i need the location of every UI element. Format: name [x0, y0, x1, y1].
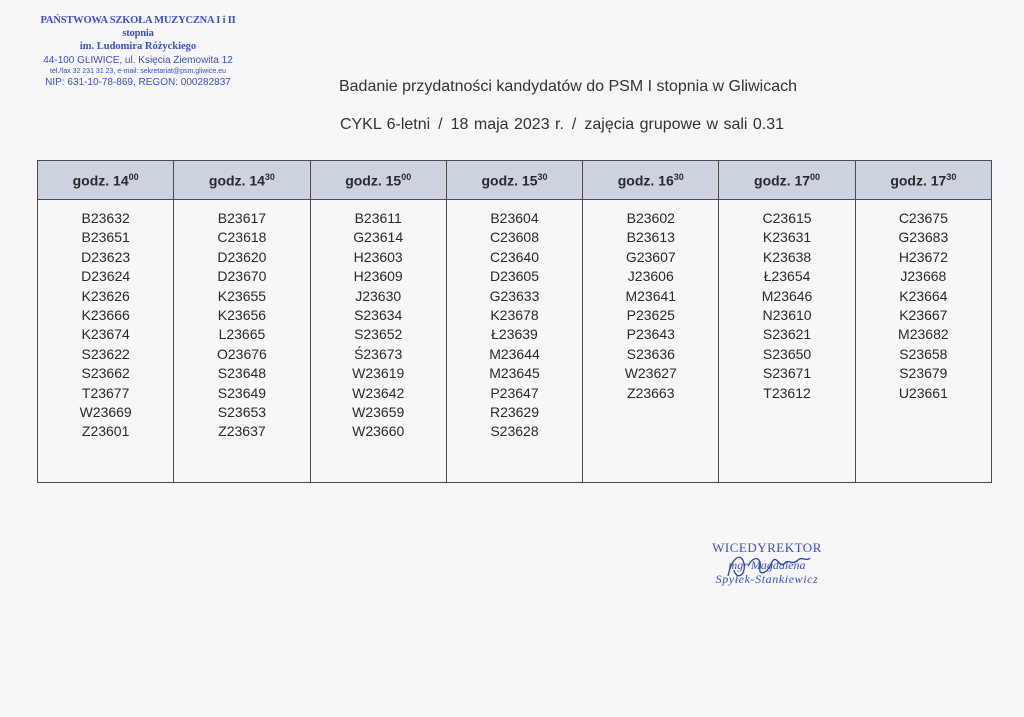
- candidate-code: G23614: [353, 229, 404, 246]
- time-slot-cell: [855, 200, 991, 483]
- candidate-code: M23682: [898, 326, 949, 343]
- candidate-code: C23675: [898, 210, 948, 226]
- candidate-code: Ś23673: [354, 345, 403, 362]
- time-slot-header: godz. $17^{30}$: [855, 161, 991, 200]
- candidate-code: B23651: [81, 229, 130, 246]
- candidate-code: W23619: [352, 365, 405, 382]
- candidate-code: L23665: [218, 326, 266, 343]
- candidate-code: C23640: [489, 248, 539, 265]
- stamp-address: 44-100 GLIWICE, ul. Księcia Ziemowita 12: [43, 55, 233, 67]
- candidate-code: S23628: [490, 423, 539, 440]
- candidate-code: M23644: [489, 345, 540, 362]
- time-slot-cell: [310, 200, 446, 483]
- schedule-table: [37, 160, 992, 483]
- candidate-code: K23674: [81, 326, 130, 343]
- schedule-body-row: [38, 200, 992, 483]
- candidate-code: M23646: [761, 287, 813, 304]
- candidate-code: Z23601: [81, 423, 130, 440]
- candidate-code: S23671: [762, 365, 812, 382]
- time-slot-header: godz. $14^{00}$: [38, 161, 174, 200]
- time-slot-cell: [719, 200, 855, 483]
- candidate-code: K23626: [81, 287, 130, 304]
- candidate-code: C23608: [489, 229, 539, 246]
- candidate-code: P23625: [626, 306, 675, 323]
- candidate-code: J23630: [355, 287, 402, 304]
- candidate-code: S23634: [354, 306, 403, 323]
- signature-role: WICEDYREKTOR: [712, 540, 822, 555]
- candidate-code: M23641: [625, 287, 677, 304]
- time-slot-cell: [583, 200, 719, 483]
- candidate-code-list: [447, 209, 582, 442]
- candidate-code: G23633: [489, 287, 540, 304]
- candidate-code: K23631: [762, 229, 812, 246]
- candidate-code: B23611: [354, 210, 402, 226]
- time-slot-header: godz. $16^{30}$: [583, 161, 719, 200]
- candidate-code: Z23637: [218, 423, 266, 440]
- stamp-contact: tel./fax 32 231 31 23, e-mail: sekretariat@psm.gliwice.eu: [50, 67, 226, 75]
- candidate-code: D23620: [217, 248, 267, 265]
- candidate-code: P23647: [490, 384, 539, 401]
- candidate-code: C23618: [217, 229, 267, 246]
- candidate-code: D23605: [489, 268, 539, 285]
- candidate-code: H23672: [898, 248, 948, 265]
- candidate-code: W23642: [352, 384, 405, 401]
- candidate-code: S23679: [899, 365, 948, 382]
- candidate-code: K23664: [899, 287, 948, 304]
- candidate-code: D23623: [81, 248, 131, 265]
- candidate-code: S23648: [217, 365, 267, 382]
- candidate-code: W23627: [624, 365, 677, 382]
- time-slot-cell: [446, 200, 582, 483]
- candidate-code: D23670: [217, 268, 267, 285]
- signature-name: Spyłek-Stankiewicz: [715, 571, 819, 586]
- page-title: Badanie przydatności kandydatów do PSM I stopnia w Gliwicach: [338, 78, 797, 95]
- candidate-code: U23661: [898, 384, 948, 401]
- subtitle-separator: /: [438, 116, 443, 133]
- subtitle-separator: /: [571, 116, 577, 133]
- candidate-code: W23659: [352, 403, 405, 420]
- stamp-tax-ids: NIP: 631-10-78-869, REGON: 000282837: [45, 76, 231, 88]
- candidate-code: K23667: [899, 306, 948, 323]
- candidate-code-list: [719, 209, 854, 403]
- signature-stamp: [682, 540, 852, 586]
- candidate-code: H23609: [353, 268, 403, 285]
- candidate-code: N23610: [762, 306, 812, 323]
- time-slot-header: godz. $17^{00}$: [719, 161, 855, 200]
- time-slot-header: godz. $14^{30}$: [174, 161, 310, 200]
- handwritten-signature: [718, 546, 818, 586]
- candidate-code-list: [174, 209, 309, 442]
- schedule-header-row: [38, 161, 992, 200]
- candidate-code: B23632: [81, 210, 130, 226]
- candidate-code: C23615: [762, 210, 812, 226]
- candidate-code: Ł23654: [763, 268, 811, 285]
- candidate-code: D23624: [81, 268, 131, 285]
- candidate-code: B23617: [217, 210, 267, 226]
- candidate-code: S23649: [217, 384, 267, 401]
- candidate-code: B23613: [626, 229, 675, 246]
- candidate-code-list: [856, 209, 991, 403]
- candidate-code: S23658: [899, 345, 948, 362]
- candidate-code: G23683: [898, 229, 949, 246]
- candidate-code: K23638: [762, 248, 812, 265]
- cycle-label: CYKL 6-letni: [339, 116, 431, 133]
- room-info: zajęcia grupowe w sali 0.31: [584, 116, 785, 133]
- page-subtitle: [0, 116, 1024, 134]
- candidate-code: W23669: [79, 403, 132, 420]
- stamp-school-name: PAŃSTWOWA SZKOŁA MUZYCZNA I i II stopnia: [40, 15, 236, 40]
- candidate-code: P23643: [626, 326, 675, 343]
- candidate-code: J23668: [900, 268, 947, 285]
- candidate-code: M23645: [489, 365, 540, 382]
- candidate-code: T23612: [763, 384, 811, 401]
- candidate-code: S23636: [626, 345, 675, 362]
- candidate-code-list: [583, 209, 718, 403]
- candidate-code: B23602: [626, 210, 675, 226]
- stamp-patron: im. Ludomira Różyckiego: [79, 41, 197, 53]
- candidate-code: J23606: [627, 268, 674, 285]
- time-slot-cell: [38, 200, 174, 483]
- candidate-code: S23662: [81, 365, 130, 382]
- candidate-code-list: [38, 209, 173, 442]
- candidate-code: Z23663: [627, 384, 675, 401]
- time-slot-header: godz. $15^{30}$: [446, 161, 582, 200]
- candidate-code: S23622: [81, 345, 130, 362]
- candidate-code: S23652: [354, 326, 403, 343]
- time-slot-cell: [174, 200, 310, 483]
- candidate-code: K23656: [217, 306, 267, 323]
- candidate-code: R23629: [489, 403, 539, 420]
- candidate-code: K23666: [81, 306, 130, 323]
- candidate-code: K23678: [490, 306, 539, 323]
- candidate-code: Ł23639: [491, 326, 538, 343]
- candidate-code: W23660: [352, 423, 405, 440]
- time-slot-header: godz. $15^{00}$: [310, 161, 446, 200]
- candidate-code: T23677: [81, 384, 130, 401]
- candidate-code: S23653: [217, 403, 267, 420]
- candidate-code: B23604: [490, 210, 539, 226]
- signature-title: mgr Magdalena: [728, 557, 806, 572]
- candidate-code: O23676: [217, 345, 267, 362]
- candidate-code: K23655: [217, 287, 267, 304]
- candidate-code: S23621: [762, 326, 812, 343]
- candidate-code-list: [311, 209, 446, 442]
- candidate-code: H23603: [353, 248, 403, 265]
- candidate-code: G23607: [625, 248, 676, 265]
- candidate-code: S23650: [762, 345, 812, 362]
- exam-date: 18 maja 2023 r.: [450, 116, 564, 133]
